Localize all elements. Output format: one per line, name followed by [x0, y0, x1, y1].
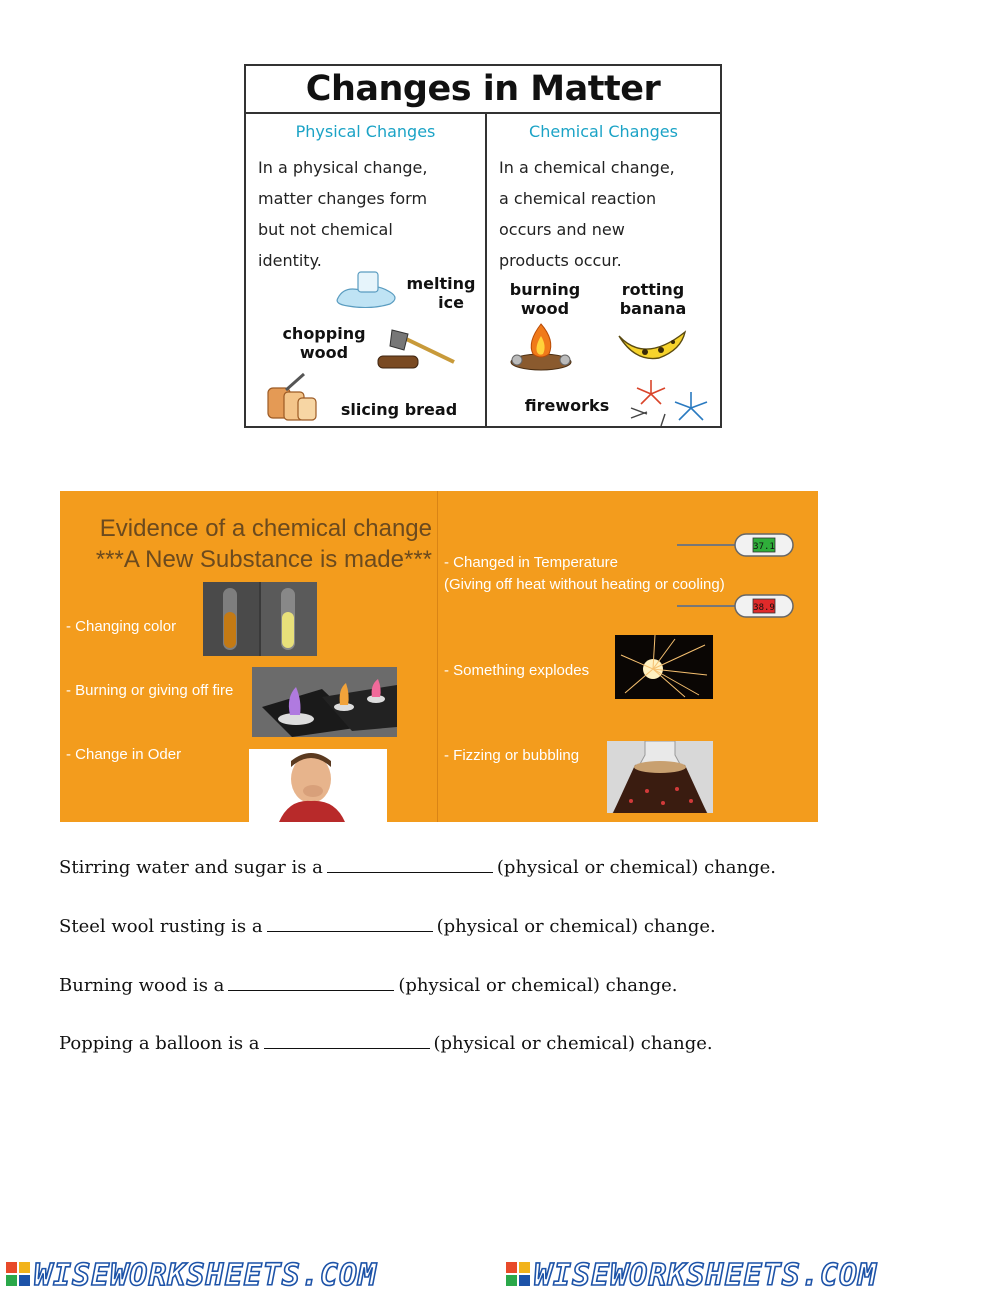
slicing-bread-label: slicing bread [340, 400, 458, 419]
question-1-text: Stirring water and sugar is a [59, 857, 323, 878]
chopping-wood-label [276, 324, 372, 362]
thermo-low-reading: 37.1 [753, 542, 775, 552]
chopping-label-1: chopping [282, 324, 366, 343]
chemical-line-1: In a chemical change, [499, 158, 675, 177]
burning-label-2: wood [520, 299, 570, 318]
burning-wood-label [507, 280, 583, 318]
question-3 [59, 975, 678, 996]
banana-icon [615, 326, 691, 366]
chemical-line-4: products occur. [499, 251, 622, 270]
odor-photo [249, 749, 387, 822]
wiseworksheets-logo-icon-2 [506, 1262, 530, 1286]
melting-ice-icon [334, 264, 400, 308]
evidence-explodes: - Something explodes [444, 662, 590, 679]
chemical-line-2: a chemical reaction [499, 189, 657, 208]
bubbling-flask-photo [607, 741, 713, 813]
flames-photo [252, 667, 397, 737]
slide-divider [437, 491, 438, 822]
evidence-burning: - Burning or giving off fire [66, 682, 234, 699]
chemical-heading: Chemical Changes [529, 122, 678, 141]
thermo-high-reading: 38.9 [753, 603, 775, 613]
answer-blank-3[interactable] [228, 989, 394, 991]
physical-line-3: but not chemical [258, 220, 393, 239]
changes-in-matter-chart [244, 64, 722, 428]
burning-label-1: burning [509, 280, 581, 299]
thermometer-hot-icon [677, 589, 797, 619]
question-4 [59, 1033, 713, 1054]
chemical-definition [499, 152, 714, 276]
sparkler-photo [615, 635, 713, 699]
evidence-fizzing: - Fizzing or bubbling [444, 747, 580, 764]
evidence-title-line-1: Evidence of a chemical change [99, 515, 432, 542]
chopping-label-2: wood [299, 343, 349, 362]
answer-blank-2[interactable] [267, 930, 433, 932]
physical-heading: Physical Changes [295, 122, 436, 141]
chart-body [246, 114, 720, 426]
fireworks-icon [621, 374, 717, 430]
evidence-odor: - Change in Oder [66, 746, 182, 763]
chemical-changes-column [487, 114, 720, 426]
question-4-text: Popping a balloon is a [59, 1033, 260, 1054]
melting-ice-label [406, 274, 476, 312]
question-3-options: (physical or chemical) change. [398, 975, 678, 996]
question-1 [59, 857, 776, 878]
chart-title: Changes in Matter [246, 66, 720, 114]
fireworks-label: fireworks [524, 396, 610, 415]
physical-changes-column [246, 114, 487, 426]
answer-blank-1[interactable] [327, 871, 493, 873]
question-1-options: (physical or chemical) change. [496, 857, 777, 878]
watermark-text-1: WISEWORKSHEETS.COM [34, 1258, 378, 1293]
evidence-title-line-2: ***A New Substance is made*** [95, 546, 432, 573]
evidence-title [96, 513, 432, 575]
thermometer-icon [677, 528, 797, 558]
rotting-label-1: rotting [621, 280, 685, 299]
question-2 [59, 916, 716, 937]
physical-line-1: In a physical change, [258, 158, 428, 177]
watermark-text-2: WISEWORKSHEETS.COM [534, 1258, 878, 1293]
bread-icon [264, 372, 326, 424]
question-2-options: (physical or chemical) change. [436, 916, 716, 937]
answer-blank-4[interactable] [264, 1047, 430, 1049]
physical-definition [258, 152, 473, 276]
campfire-icon [505, 320, 577, 372]
physical-line-4: identity. [258, 251, 322, 270]
evidence-temperature: - Changed in Temperature [444, 554, 618, 571]
rotting-label-2: banana [619, 299, 687, 318]
question-4-options: (physical or chemical) change. [433, 1033, 713, 1054]
melting-label-1: melting [406, 274, 476, 293]
evidence-temperature-note: (Giving off heat without heating or cooling) [444, 576, 725, 593]
wiseworksheets-logo-icon [6, 1262, 30, 1286]
test-tubes-photo [203, 582, 317, 656]
melting-label-2: ice [438, 293, 464, 312]
chemical-line-3: occurs and new [499, 220, 625, 239]
rotting-banana-label [615, 280, 691, 318]
question-2-text: Steel wool rusting is a [59, 916, 263, 937]
footer-watermark [0, 1254, 1000, 1291]
evidence-slide [60, 491, 818, 822]
axe-icon [372, 328, 458, 374]
physical-line-2: matter changes form [258, 189, 428, 208]
evidence-changing-color: - Changing color [66, 618, 177, 635]
question-3-text: Burning wood is a [59, 975, 225, 996]
